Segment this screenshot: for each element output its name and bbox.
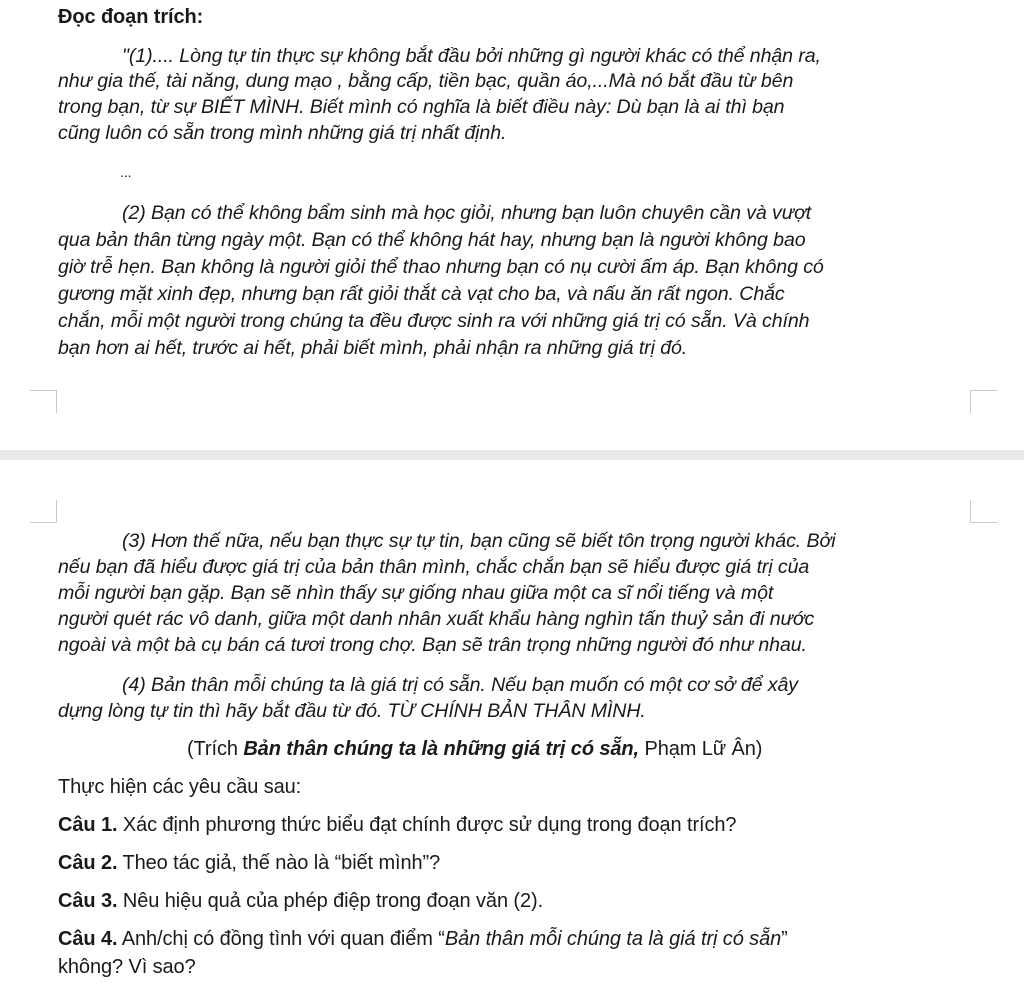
question-4-quote: Bản thân mỗi chúng ta là giá trị có sẵn <box>444 928 782 950</box>
para3-line-3: mỗi người bạn gặp. Bạn sẽ nhìn thấy sự giống nhau giữa một ca sĩ nổi tiếng và một <box>58 582 774 604</box>
page-corner-mark <box>30 500 57 523</box>
question-4-close: ” <box>781 928 788 950</box>
para1-line-2: như gia thế, tài năng, dung mạo , bằng cấp, tiền bạc, quần áo,...Mà nó bắt đầu từ bên <box>58 70 794 92</box>
para1-line-1: "(1).... Lòng tự tin thực sự không bắt đầu bởi những gì người khác có thể nhận ra, <box>122 45 821 67</box>
citation-title: Bản thân chúng ta là những giá trị có sẵn, <box>243 738 640 760</box>
ellipsis: ... <box>120 164 132 180</box>
citation-open: (Trích <box>187 738 244 760</box>
question-1 <box>58 814 736 837</box>
page-separator <box>0 450 1024 460</box>
citation <box>187 738 762 761</box>
question-3-label: Câu 3. <box>58 890 118 912</box>
para3-line-4: người quét rác vô danh, giữa một danh nhân xuất khẩu hàng nghìn tấn thuỷ sản đi nước <box>58 608 815 630</box>
question-3-text: Nêu hiệu quả của phép điệp trong đoạn văn (2). <box>117 890 544 912</box>
task-heading: Thực hiện các yêu cầu sau: <box>58 776 302 798</box>
page-corner-mark <box>970 390 997 413</box>
para2-line-6: bạn hơn ai hết, trước ai hết, phải biết mình, phải nhận ra những giá trị đó. <box>58 337 688 359</box>
page-corner-mark <box>30 390 57 413</box>
para2-line-1: (2) Bạn có thể không bẩm sinh mà học giỏi, nhưng bạn luôn chuyên cần và vượt <box>122 202 812 224</box>
para4-line-2: dựng lòng tự tin thì hãy bắt đầu từ đó. TỪ CHÍNH BẢN THÂN MÌNH. <box>58 700 646 722</box>
para3-line-1: (3) Hơn thế nữa, nếu bạn thực sự tự tin, bạn cũng sẽ biết tôn trọng người khác. Bởi <box>122 530 836 552</box>
question-1-text: Xác định phương thức biểu đạt chính được sử dụng trong đoạn trích? <box>117 814 737 836</box>
question-2 <box>58 852 440 875</box>
para1-line-4: cũng luôn có sẵn trong mình những giá trị nhất định. <box>58 122 507 144</box>
question-1-label: Câu 1. <box>58 814 118 836</box>
page-corner-mark <box>970 500 997 523</box>
question-4-text: Anh/chị có đồng tình với quan điểm “ <box>117 928 445 950</box>
question-2-label: Câu 2. <box>58 852 118 874</box>
question-4-continued: không? Vì sao? <box>58 956 196 978</box>
question-2-text: Theo tác giả, thế nào là “biết mình”? <box>117 852 441 874</box>
question-4 <box>58 928 788 951</box>
para3-line-5: ngoài và một bà cụ bán cá tươi trong chợ. Bạn sẽ trân trọng những người đó như nhau. <box>58 634 807 656</box>
para1-line-3: trong bạn, từ sự BIẾT MÌNH. Biết mình có nghĩa là biết điều này: Dù bạn là ai thì bạn <box>58 96 785 118</box>
para4-line-1: (4) Bản thân mỗi chúng ta là giá trị có sẵn. Nếu bạn muốn có một cơ sở để xây <box>122 674 798 696</box>
para2-line-2: qua bản thân từng ngày một. Bạn có thể không hát hay, nhưng bạn là người không bao <box>58 229 806 251</box>
reading-heading: Đọc đoạn trích: <box>58 6 204 28</box>
document-page-top <box>0 0 1024 450</box>
para2-line-4: gương mặt xinh đẹp, nhưng bạn rất giỏi thắt cà vạt cho ba, và nấu ăn rất ngon. Chắc <box>58 283 785 305</box>
question-4-label: Câu 4. <box>58 928 118 950</box>
para2-line-3: giờ trễ hẹn. Bạn không là người giỏi thể thao nhưng bạn có nụ cười ấm áp. Bạn không có <box>58 256 824 278</box>
para3-line-2: nếu bạn đã hiểu được giá trị của bản thân mình, chắc chắn bạn sẽ hiểu được giá trị của <box>58 556 810 578</box>
question-3 <box>58 890 543 913</box>
citation-author: Phạm Lữ Ân) <box>639 738 763 760</box>
para2-line-5: chắn, mỗi một người trong chúng ta đều được sinh ra với những giá trị có sẵn. Và chính <box>58 310 810 332</box>
